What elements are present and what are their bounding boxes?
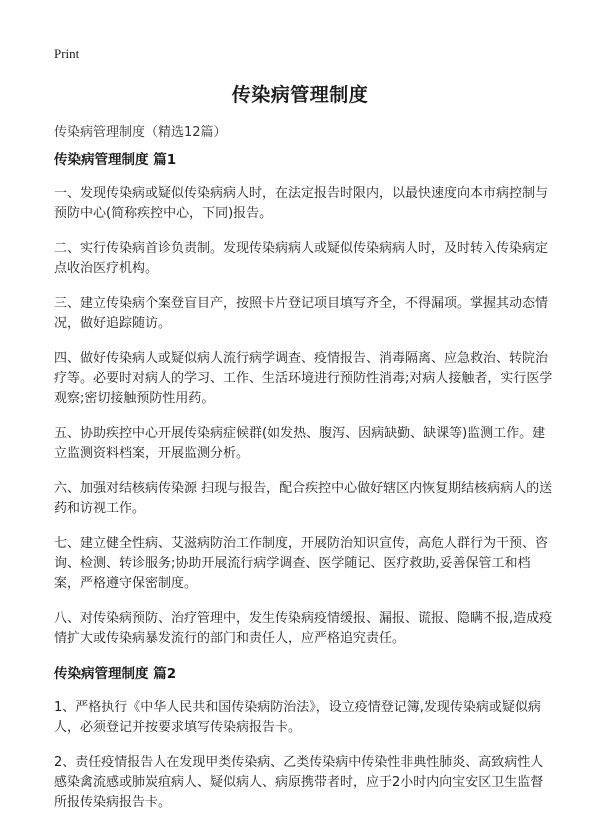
- paragraph: 二、实行传染病首诊负责制。发现传染病病人或疑似传染病病人时，及时转入传染病定点收治医疗机构。: [54, 241, 549, 276]
- paragraph: 五、协助疾控中心开展传染病症候群(如发热、腹泻、因病缺勤、缺课等)监测工作。建立监测资料档案，开展监测分析。: [54, 426, 546, 461]
- section-heading: 传染病管理制度 篇2: [54, 666, 177, 682]
- section-2: [54, 664, 554, 813]
- paragraph: 三、建立传染病个案登盲目产，按照卡片登记项目填写齐全，不得漏项。掌握其动态情况，做好追踪随访。: [54, 296, 549, 331]
- section-1: [54, 150, 554, 649]
- paragraph: 六、加强对结核病传染源 扫现与报告，配合疾控中心做好辖区内恢复期结核病病人的送药和访视工作。: [54, 481, 553, 516]
- paragraph: 一、发现传染病或疑似传染病病人时，在法定报告时限内，以最快速度向本市病控制与预防中心(简称疾控中心，下同)报告。: [54, 186, 549, 221]
- paragraph: 七、建立健全性病、艾滋病防治工作制度，开展防治知识宣传，高危人群行为干预、咨询、检测、转诊服务;协助开展流行病学调查、医学随记、医疗救助,妥善保管工和档案，严格遵守保密制度。: [54, 536, 549, 591]
- paragraph: 四、做好传染病人或疑似病人流行病学调查、疫情报告、消毒隔离、应急救治、转院治疗等。必要时对病人的学习、工作、生活环境进行预防性消毒;对病人接触者，实行医学观察;密切接触预防性用药。: [54, 351, 553, 406]
- paragraph: 2、责任疫情报告人在发现甲类传染病、乙类传染病中传染性非典性肺炎、高致病性人感染禽流感或肺炭疽病人、疑似病人、病原携带者时，应于2小时内向宝安区卫生监督所报传染病报告卡。: [54, 755, 544, 810]
- paragraph: 八、对传染病预防、治疗管理中，发生传染病疫情缓报、漏报、谎报、隐瞒不报,造成疫情扩大或传染病暴发流行的部门和责任人，应严格追究责任。: [54, 611, 553, 646]
- document-body: [54, 150, 554, 828]
- section-heading: 传染病管理制度 篇1: [54, 152, 177, 168]
- document-subtitle: 传染病管理制度（精选12篇）: [54, 125, 227, 140]
- print-link[interactable]: Print: [54, 46, 80, 61]
- paragraph: 1、严格执行《中华人民共和国传染病防治法》，设立疫情登记簿,发现传染病或疑似病人，必须登记并按要求填写传染病报告卡。: [54, 700, 541, 735]
- page-title: 传染病管理制度: [231, 84, 369, 106]
